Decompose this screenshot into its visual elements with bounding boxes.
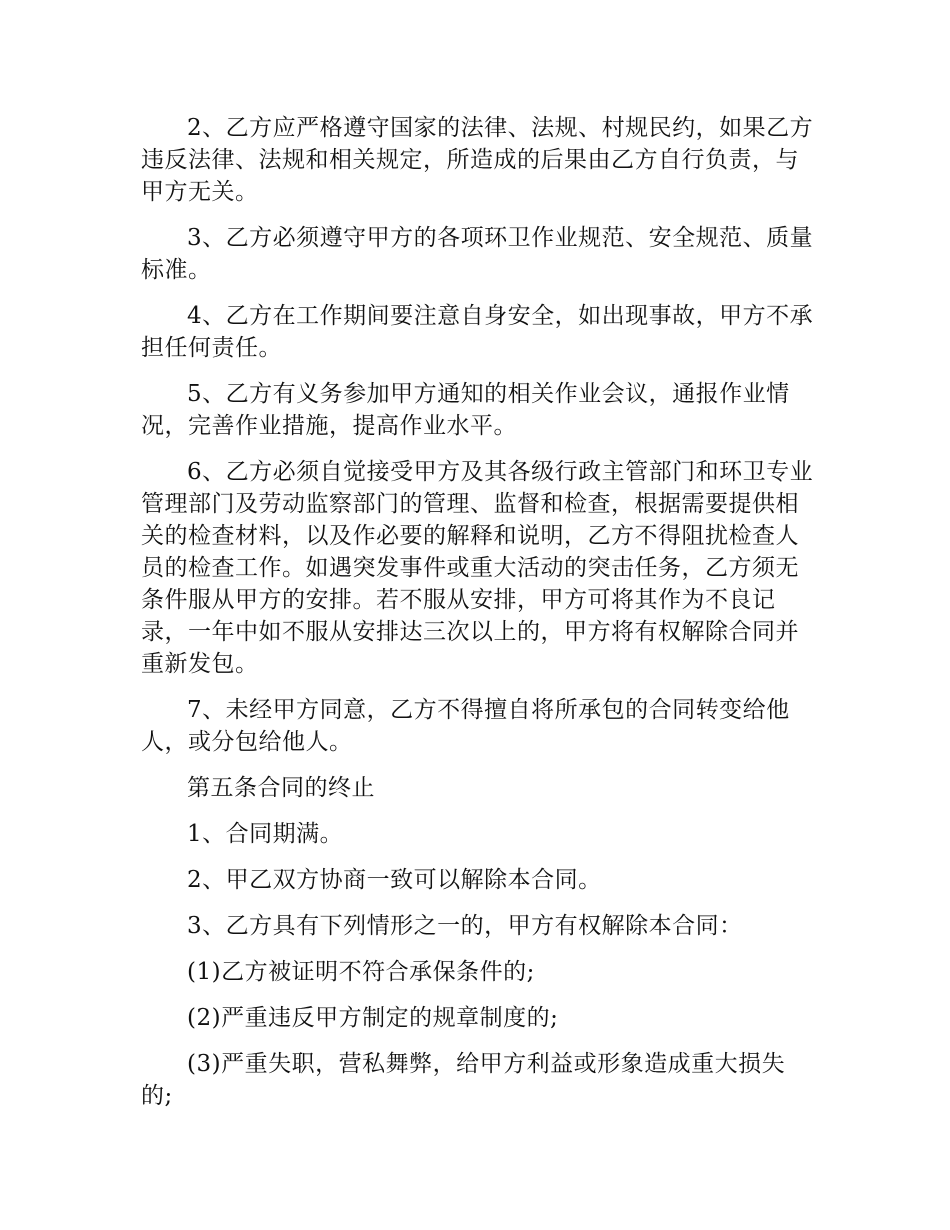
paragraph-clause-6: 6、乙方必须自觉接受甲方及其各级行政主管部门和环卫专业管理部门及劳动监察部门的管理、监督和检查，根据需要提供相关的检查材料，以及作必要的解释和说明，乙方不得阻扰检查人员的检查工作。如遇突发事件或重大活动的突击任务，乙方须无条件服从甲方的安排。若不服从安排，甲方可将其作为不良记录，一年中如不服从安排达三次以上的，甲方将有权解除合同并重新发包。 [141,459,814,677]
list-item-condition-1: (1)乙方被证明不符合承保条件的; [187,959,535,985]
document-body [141,112,816,1126]
paragraph-termination-3: 3、乙方具有下列情形之一的，甲方有权解除本合同： [187,913,743,939]
list-item-condition-2: (2)严重违反甲方制定的规章制度的; [187,1005,559,1031]
paragraph-termination-2: 2、甲乙双方协商一致可以解除本合同。 [187,867,602,893]
paragraph-termination-1: 1、合同期满。 [187,821,344,847]
list-item-condition-3: (3)严重失职，营私舞弊，给甲方利益或形象造成重大损失的; [141,1051,786,1109]
paragraph-clause-2: 2、乙方应严格遵守国家的法律、法规、村规民约，如果乙方违反法律、法规和相关规定，所造成的后果由乙方自行负责，与甲方无关。 [141,115,814,205]
paragraph-clause-4: 4、乙方在工作期间要注意自身安全，如出现事故，甲方不承担任何责任。 [141,303,814,361]
paragraph-clause-5: 5、乙方有义务参加甲方通知的相关作业会议，通报作业情况，完善作业措施，提高作业水平。 [141,381,790,439]
paragraph-clause-3: 3、乙方必须遵守甲方的各项环卫作业规范、安全规范、质量标准。 [141,225,814,283]
paragraph-clause-7: 7、未经甲方同意，乙方不得擅自将所承包的合同转变给他人，或分包给他人。 [141,697,790,755]
section-heading-article-5: 第五条合同的终止 [187,775,375,801]
